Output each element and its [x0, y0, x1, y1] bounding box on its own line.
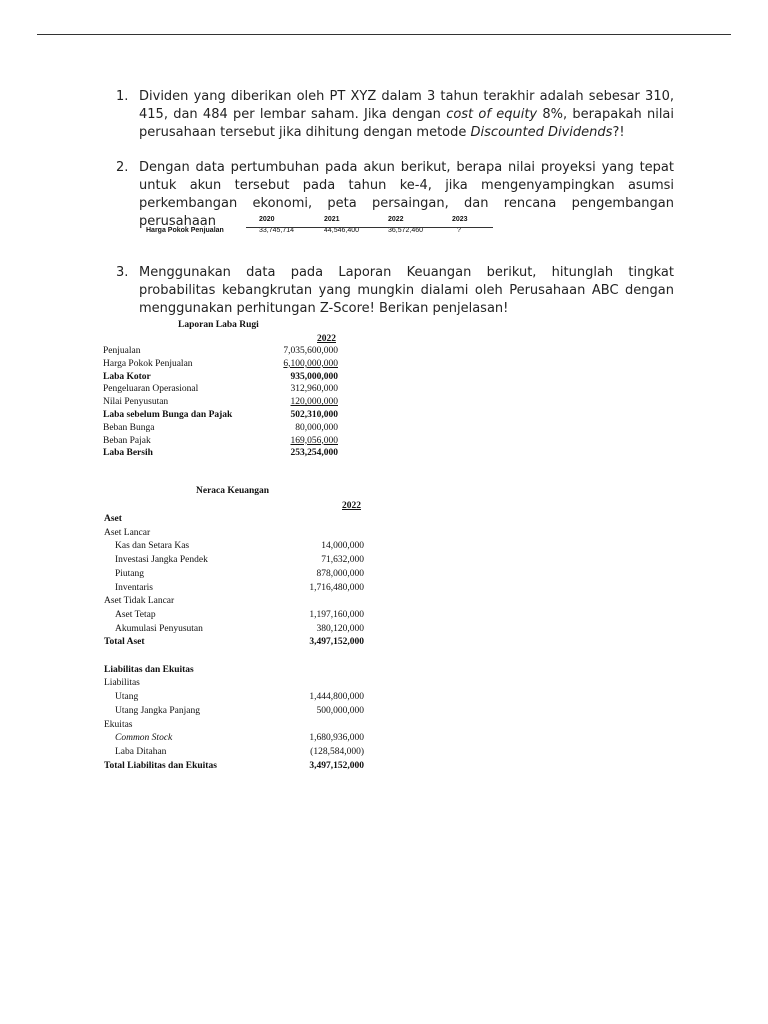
row-label: Liabilitas dan Ekuitas — [104, 664, 194, 675]
statement-row — [104, 747, 364, 760]
statement-row — [104, 637, 364, 650]
statement-row — [104, 692, 364, 705]
income-statement-title: Laporan Laba Rugi — [178, 320, 259, 330]
row-label: Penjualan — [103, 346, 141, 356]
statement-row — [103, 436, 338, 449]
question-text-fragment: 8%, berapakah nilai perusahaan tersebut jika dihitung dengan metode — [139, 107, 675, 140]
row-label: Laba sebelum Bunga dan Pajak — [103, 410, 233, 420]
value-2021: 44,546,400 — [324, 227, 360, 234]
statement-row — [103, 372, 338, 385]
row-label: Aset Tetap — [115, 609, 156, 620]
statement-row — [103, 359, 338, 372]
row-label: Nilai Penyusutan — [103, 397, 169, 408]
question-3 — [116, 264, 674, 318]
income-statement — [103, 320, 338, 465]
row-value: 1,716,480,000 — [309, 582, 364, 593]
growth-table-rule — [246, 227, 493, 228]
year-2020: 2020 — [259, 216, 275, 223]
header-rule — [37, 34, 731, 35]
statement-row — [104, 761, 364, 774]
statement-row — [104, 665, 364, 678]
row-value: 80,000,000 — [295, 422, 338, 433]
statement-row — [104, 678, 364, 691]
row-label: Liabilitas — [104, 678, 140, 689]
row-label: Laba Kotor — [103, 371, 151, 382]
year-2023: 2023 — [452, 216, 468, 223]
question-number: 1. — [116, 89, 129, 104]
statement-row — [104, 569, 364, 582]
row-label: Aset Tidak Lancar — [104, 596, 175, 607]
row-value: 878,000,000 — [316, 568, 364, 579]
row-value: 502,310,000 — [290, 410, 338, 420]
spacer-row — [104, 651, 364, 664]
question-number: 3. — [116, 265, 129, 280]
row-label: Beban Bunga — [103, 422, 155, 433]
question-1 — [116, 88, 674, 142]
statement-row — [103, 384, 338, 397]
question-text-fragment: ?! — [612, 125, 625, 140]
row-label: Laba Bersih — [103, 448, 153, 459]
year-2021: 2021 — [324, 216, 340, 223]
statement-row — [103, 410, 338, 423]
statement-row — [103, 346, 338, 359]
row-label: Beban Pajak — [103, 435, 151, 446]
balance-sheet — [104, 486, 364, 781]
row-label: Piutang — [115, 568, 145, 579]
question-text — [139, 88, 674, 142]
income-statement-year: 2022 — [317, 334, 336, 344]
statement-row — [104, 596, 364, 609]
question-text-fragment: Dividen yang diberikan oleh PT XYZ dalam 3 tahun terakhir adalah sebesar 310, 415, dan 484 per lembar saham. Jika dengan — [139, 89, 674, 122]
row-label: Aset Lancar — [104, 527, 151, 538]
row-value: 1,197,160,000 — [309, 609, 364, 620]
row-label: Utang — [115, 692, 139, 703]
row-label: Investasi Jangka Pendek — [115, 555, 208, 566]
row-label: Total Aset — [104, 637, 145, 648]
statement-row — [104, 720, 364, 733]
row-label: Kas dan Setara Kas — [115, 541, 190, 552]
question-text-fragment: Dengan data pertumbuhan pada akun berikut, berapa nilai proyeksi yang tepat untuk akun tersebut pada tahun ke-4, jika mengenyampingkan asumsi perkembangan ekonomi, peta persaingan, dan rencana pengembangan perusahaan — [139, 160, 674, 229]
row-value: 7,035,600,000 — [283, 346, 338, 356]
row-label: Harga Pokok Penjualan — [146, 227, 224, 234]
question-text — [139, 264, 674, 318]
row-value: 14,000,000 — [321, 541, 364, 552]
row-label: Total Liabilitas dan Ekuitas — [104, 760, 217, 771]
question-text — [139, 159, 674, 231]
row-label: Aset — [104, 514, 122, 524]
balance-sheet-title: Neraca Keuangan — [196, 486, 270, 496]
statement-row — [103, 397, 338, 410]
statement-row — [104, 733, 364, 746]
row-value: 380,120,000 — [316, 623, 364, 634]
row-value: 1,444,800,000 — [309, 692, 364, 703]
statement-row — [104, 528, 364, 541]
question-text-italic: cost of equity — [446, 107, 538, 122]
row-value: 312,960,000 — [290, 384, 338, 395]
value-2020: 33,745,714 — [259, 227, 295, 234]
statement-row — [104, 624, 364, 637]
value-2023: ? — [457, 227, 461, 234]
row-label: Pengeluaran Operasional — [103, 384, 199, 395]
row-label: Inventaris — [115, 582, 153, 593]
balance-sheet-year: 2022 — [342, 501, 361, 511]
row-value: 3,497,152,000 — [309, 760, 364, 771]
question-number: 2. — [116, 160, 129, 175]
row-label: Akumulasi Penyusutan — [115, 623, 203, 634]
statement-row — [103, 423, 338, 436]
row-value: 1,680,936,000 — [309, 733, 364, 744]
row-value: (128,584,000) — [310, 746, 364, 757]
year-2022: 2022 — [388, 216, 404, 223]
row-value: 3,497,152,000 — [309, 637, 364, 648]
statement-row — [104, 541, 364, 554]
row-value: 253,254,000 — [290, 448, 338, 459]
row-label: Ekuitas — [104, 719, 133, 730]
row-label: Utang Jangka Panjang — [115, 705, 200, 716]
row-value: 71,632,000 — [321, 555, 364, 566]
statement-row — [104, 583, 364, 596]
statement-row — [104, 514, 364, 527]
row-label: Common Stock — [115, 733, 173, 744]
row-value: 169,056,000 — [290, 435, 338, 446]
statement-row — [104, 610, 364, 623]
statement-row — [103, 448, 338, 461]
row-label: Laba Ditahan — [115, 746, 167, 757]
question-text-italic: Discounted Dividends — [470, 125, 613, 140]
row-value: 935,000,000 — [290, 371, 338, 382]
row-value: 500,000,000 — [316, 705, 364, 716]
statement-row — [104, 706, 364, 719]
statement-row — [104, 555, 364, 568]
row-value: 6,100,000,000 — [283, 358, 338, 369]
question-text-fragment: Menggunakan data pada Laporan Keuangan berikut, hitunglah tingkat probabilitas kebangkrutan yang mungkin dialami oleh Perusahaan ABC dengan menggunakan perhitungan Z-Score! Berikan penjelasan! — [139, 265, 674, 316]
row-value: 120,000,000 — [290, 397, 338, 408]
row-label: Harga Pokok Penjualan — [103, 358, 193, 369]
value-2022: 36,572,460 — [388, 227, 424, 234]
